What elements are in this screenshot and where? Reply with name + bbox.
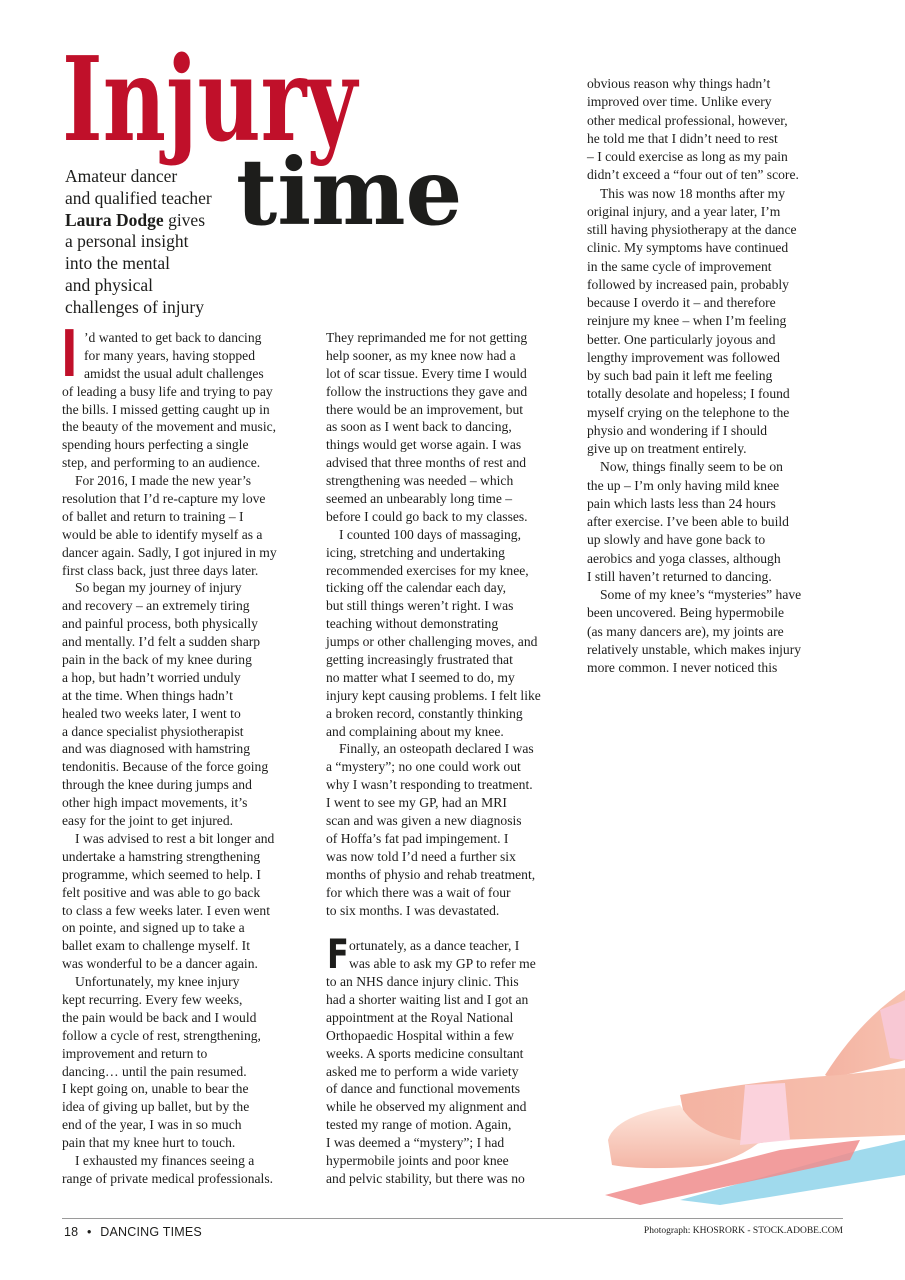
text-line: step, and performing to an audience. — [62, 455, 261, 471]
article-column-1 — [61, 318, 307, 1188]
text-line: the beauty of the movement and music, — [62, 419, 277, 435]
text-line: easy for the joint to get injured. — [62, 813, 234, 829]
text-line: physio and wondering if I should — [587, 422, 768, 438]
text-line: Now, things finally seem to be on — [600, 459, 783, 475]
text-line: jumps or other challenging moves, and — [326, 634, 538, 650]
text-line: followed by increased pain, probably — [587, 276, 789, 292]
folio-separator: • — [87, 1225, 92, 1239]
text-line: hypermobile joints and poor knee — [326, 1152, 509, 1168]
drop-cap: F — [327, 932, 349, 979]
text-line: spending hours perfecting a single — [62, 437, 249, 453]
text-line: of Hoffa’s fat pad impingement. I — [326, 830, 509, 846]
text-line: a “mystery”; no one could work out — [326, 759, 521, 775]
text-line: follow the instructions they gave and — [326, 383, 528, 399]
text-line: still having physiotherapy at the dance — [587, 222, 797, 237]
text-line: months of physio and rehab treatment, — [326, 866, 536, 882]
text-line: weeks. A sports medicine consultant — [326, 1045, 524, 1061]
text-line: scan and was given a new diagnosis — [326, 813, 522, 829]
folio — [64, 1225, 202, 1239]
text-line: for which there was a wait of four — [326, 884, 511, 900]
text-line: lot of scar tissue. Every time I would — [326, 365, 527, 381]
text-line: give up on treatment entirely. — [587, 441, 747, 456]
text-line: a broken record, constantly thinking — [326, 705, 523, 721]
text-line: relatively unstable, which makes injury — [587, 641, 802, 657]
text-line: appointment at the Royal National — [326, 1009, 514, 1025]
standfirst-line: Amateur dancer — [65, 166, 178, 186]
text-line: there would be an improvement, but — [326, 401, 524, 417]
text-line: no matter what I seemed to do, my — [326, 669, 515, 685]
text-line: tested my range of motion. Again, — [326, 1117, 512, 1133]
text-line: getting increasingly frustrated that — [326, 652, 513, 668]
text-line: other high impact movements, it’s — [62, 795, 248, 811]
text-line: on pointe, and signed up to take a — [62, 920, 245, 936]
text-line: ballet exam to challenge myself. It — [62, 938, 250, 954]
text-line: the pain would be back and I would — [62, 1009, 257, 1025]
text-line: by such bad pain it left me feeling — [587, 368, 773, 383]
red-paint-stroke — [605, 1140, 860, 1205]
text-line: They reprimanded me for not getting — [326, 330, 528, 345]
paragraph — [587, 185, 832, 459]
paragraph — [326, 329, 571, 526]
text-line: I exhausted my finances seeing a — [75, 1152, 255, 1168]
text-line: myself crying on the telephone to the — [587, 404, 790, 420]
text-line: because I overdo it – and therefore — [587, 295, 776, 310]
text-line: I still haven’t returned to dancing. — [587, 568, 772, 584]
text-line: more common. I never noticed this — [587, 660, 778, 675]
text-line: (as many dancers are), my joints are — [587, 623, 784, 639]
text-line: to an NHS dance injury clinic. This — [326, 974, 519, 990]
standfirst-text: gives — [163, 209, 206, 230]
text-line: before I could go back to my classes. — [326, 508, 528, 524]
text-line: totally desolate and hopeless; I found — [587, 386, 790, 402]
publication-name: DANCING TIMES — [100, 1225, 202, 1239]
paragraph — [326, 526, 571, 741]
text-line: felt positive and was able to go back — [62, 884, 261, 900]
text-line: and painful process, both physically — [62, 616, 258, 632]
text-line: For 2016, I made the new year’s — [75, 473, 252, 489]
text-line: Unfortunately, my knee injury — [75, 974, 240, 990]
footer-divider — [62, 1218, 843, 1219]
text-line: while he observed my alignment and — [326, 1099, 527, 1115]
text-line: idea of giving up ballet, but by the — [62, 1099, 250, 1115]
text-line: after exercise. I’ve been able to build — [587, 514, 789, 529]
text-line: of leading a busy life and trying to pay — [62, 383, 273, 399]
paragraph — [62, 579, 307, 829]
text-line: a hop, but hadn’t worried unduly — [62, 669, 241, 685]
text-line: pain which lasts less than 24 hours — [587, 495, 776, 511]
text-line: end of the year, I was in so much — [62, 1117, 242, 1133]
standfirst-line: and physical — [65, 274, 153, 295]
drop-cap: I — [61, 318, 78, 392]
pointe-shoe — [608, 1105, 760, 1168]
text-line: the up – I’m only having mild knee — [587, 477, 780, 493]
paragraph — [587, 458, 832, 586]
text-line: to class a few weeks later. I even went — [62, 902, 270, 918]
text-line: had a shorter waiting list and I got an — [326, 991, 529, 1007]
text-line: ’d wanted to get back to dancing — [84, 330, 262, 345]
text-line: as soon as I went back to dancing, — [326, 419, 512, 435]
standfirst-line: and qualified teacher — [65, 187, 212, 208]
text-line: first class back, just three days later. — [62, 562, 259, 578]
text-line: for many years, having stopped — [84, 347, 256, 363]
text-line: he told me that I didn’t need to rest — [587, 130, 778, 146]
text-line: at the time. When things hadn’t — [62, 687, 233, 703]
text-line: undertake a hamstring strengthening — [62, 848, 261, 864]
text-line: up slowly and have gone back to — [587, 532, 766, 548]
text-line: things would get worse again. I was — [326, 437, 522, 453]
headline-injury: Injury — [62, 32, 358, 168]
text-line: seemed an unbearably long time – — [326, 491, 513, 507]
front-leg — [680, 1068, 905, 1147]
blue-paint-stroke — [680, 1140, 905, 1205]
back-ribbon — [880, 1000, 905, 1060]
standfirst-line: challenges of injury — [65, 296, 204, 317]
text-line: improvement and return to — [62, 1045, 208, 1061]
text-line: icing, stretching and undertaking — [326, 544, 505, 560]
paragraph — [587, 586, 832, 677]
text-line: of dance and functional movements — [326, 1081, 521, 1097]
text-line: didn’t exceed a “four out of ten” score. — [587, 167, 799, 183]
paragraph — [61, 318, 307, 472]
text-line: follow a cycle of rest, strengthening, — [62, 1027, 261, 1043]
text-line: better. One particularly joyous and — [587, 331, 776, 347]
text-line: kept recurring. Every few weeks, — [62, 991, 243, 1007]
text-line: strengthening was needed – which — [326, 473, 514, 489]
text-line: but still things weren’t right. I was — [326, 598, 514, 614]
text-line: through the knee during jumps and — [62, 777, 252, 793]
text-line: been uncovered. Being hypermobile — [587, 605, 785, 621]
text-line: programme, which seemed to help. I — [62, 866, 261, 882]
page-number: 18 — [64, 1225, 79, 1239]
paragraph — [587, 75, 832, 185]
back-leg — [825, 990, 905, 1078]
text-line: of ballet and return to training – I — [62, 508, 244, 524]
text-line: asked me to perform a wide variety — [326, 1063, 519, 1079]
text-line: why I wasn’t responding to treatment. — [326, 777, 533, 793]
text-line: amidst the usual adult challenges — [84, 365, 264, 381]
text-line: obvious reason why things hadn’t — [587, 76, 771, 91]
text-line: Some of my knee’s “mysteries” have — [600, 587, 802, 602]
text-line: I kept going on, unable to bear the — [62, 1081, 249, 1097]
paragraph — [326, 740, 571, 919]
article-column-2 — [326, 329, 571, 1188]
text-line: range of private medical professionals. — [62, 1170, 274, 1186]
text-line: I went to see my GP, had an MRI — [326, 795, 507, 811]
text-line: pain that my knee hurt to touch. — [62, 1135, 236, 1151]
text-line: aerobics and yoga classes, although — [587, 550, 781, 566]
text-line: help sooner, as my knee now had a — [326, 347, 516, 363]
text-line: a dance specialist physiotherapist — [62, 723, 244, 739]
text-line: pain in the back of my knee during — [62, 652, 252, 668]
text-line: I counted 100 days of massaging, — [339, 526, 521, 542]
author-name: Laura Dodge — [65, 209, 164, 230]
text-line: resolution that I’d re-capture my love — [62, 491, 266, 507]
text-line: – I could exercise as long as my pain — [587, 149, 788, 164]
text-line: I was advised to rest a bit longer and — [75, 830, 275, 846]
text-line: ticking off the calendar each day, — [326, 580, 507, 596]
standfirst-line: a personal insight — [65, 231, 189, 252]
text-line: to six months. I was devastated. — [326, 902, 500, 918]
section-break — [326, 919, 571, 937]
text-line: was able to ask my GP to refer me — [349, 956, 536, 972]
text-line: So began my journey of injury — [75, 580, 242, 596]
text-line: Orthopaedic Hospital within a few — [326, 1027, 514, 1043]
standfirst-line: into the mental — [65, 253, 170, 274]
text-line: lengthy improvement was followed — [587, 349, 780, 365]
text-line: healed two weeks later, I went to — [62, 705, 241, 721]
paragraph — [62, 830, 307, 973]
standfirst — [65, 166, 230, 319]
paragraph — [326, 932, 571, 1187]
text-line: and pelvic stability, but there was no — [326, 1170, 525, 1186]
text-line: would be able to identify myself as a — [62, 526, 263, 542]
text-line: the bills. I missed getting caught up in — [62, 401, 270, 417]
text-line: teaching without demonstrating — [326, 616, 499, 632]
text-line: other medical professional, however, — [587, 112, 788, 128]
text-line: was now told I’d need a further six — [326, 848, 516, 864]
headline-time: time — [236, 138, 463, 246]
paragraph — [62, 1152, 307, 1188]
text-line: tendonitis. Because of the force going — [62, 759, 269, 775]
text-line: Finally, an osteopath declared I was — [339, 741, 534, 757]
text-line: advised that three months of rest and — [326, 455, 527, 471]
text-line: in the same cycle of improvement — [587, 258, 772, 274]
text-line: and recovery – an extremely tiring — [62, 598, 250, 614]
paragraph — [62, 973, 307, 1152]
text-line: and mentally. I’d felt a sudden sharp — [62, 634, 261, 650]
text-line: original injury, and a year later, I’m — [587, 203, 781, 219]
text-line: ortunately, as a dance teacher, I — [349, 938, 520, 954]
text-line: improved over time. Unlike every — [587, 94, 772, 110]
text-line: and complaining about my knee. — [326, 723, 504, 739]
photo-credit: Photograph: KHOSRORK - STOCK.ADOBE.COM — [643, 1226, 843, 1236]
standfirst-line — [65, 210, 230, 232]
text-line: dancer again. Sadly, I got injured in my — [62, 544, 277, 560]
text-line: I was deemed a “mystery”; I had — [326, 1135, 505, 1151]
text-line: reinjure my knee – when I’m feeling — [587, 313, 787, 329]
text-line: and was diagnosed with hamstring — [62, 741, 251, 757]
text-line: This was now 18 months after my — [600, 185, 786, 201]
text-line: injury kept causing problems. I felt like — [326, 687, 541, 703]
text-line: was wonderful to be a dancer again. — [62, 956, 258, 972]
ribbon — [740, 1083, 790, 1145]
text-line: dancing… until the pain resumed. — [62, 1063, 247, 1079]
text-line: clinic. My symptoms have continued — [587, 240, 789, 256]
paragraph — [62, 472, 307, 579]
text-line: recommended exercises for my knee, — [326, 562, 529, 578]
article-column-3 — [587, 75, 832, 677]
